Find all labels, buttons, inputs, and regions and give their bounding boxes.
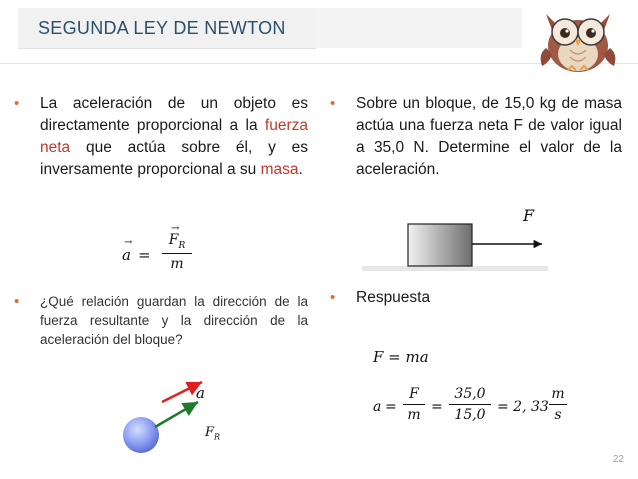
definition-paragraph bbox=[14, 93, 308, 181]
definition-text-3: . bbox=[298, 161, 303, 178]
left-column bbox=[14, 93, 308, 181]
formula-mass: m bbox=[170, 255, 184, 272]
bullet-icon: • bbox=[14, 95, 20, 112]
slide-title: SEGUNDA LEY DE NEWTON bbox=[38, 18, 286, 38]
bullet-icon: • bbox=[330, 289, 336, 306]
highlight-mass: masa bbox=[260, 161, 299, 178]
definition-text: La aceleración de un objeto es directamente proporcional a la bbox=[40, 95, 308, 134]
header-band bbox=[316, 8, 522, 48]
answer-equals: = bbox=[385, 399, 397, 415]
answer-fraction-2: 35,0 15,0 bbox=[449, 386, 491, 423]
bullet-icon: • bbox=[330, 95, 336, 112]
answer-unit: m s bbox=[549, 386, 567, 423]
answer-equation-2 bbox=[373, 382, 583, 432]
owl-mascot-icon bbox=[532, 4, 624, 74]
ball-icon bbox=[123, 417, 159, 453]
right-column bbox=[330, 93, 622, 181]
problem-text: Sobre un bloque, de 15,0 kg de masa actúa una fuerza neta F de valor igual a 35,0 N. Determine el valor de la aceleración. bbox=[356, 95, 622, 178]
question-paragraph bbox=[14, 292, 308, 349]
force-arrow bbox=[155, 402, 198, 427]
diagram-force-label: $F_R$ bbox=[205, 425, 221, 442]
answer-fraction-1: F m bbox=[403, 386, 425, 423]
block-icon bbox=[408, 224, 472, 266]
formula-equals: = bbox=[138, 246, 151, 264]
diagram-accel-label: a bbox=[196, 384, 205, 402]
formula-force: F bbox=[168, 232, 179, 248]
answer-heading bbox=[330, 287, 622, 309]
page-number: 22 bbox=[612, 454, 624, 465]
block-force-label: F bbox=[523, 206, 535, 225]
vector-arrow-icon: → bbox=[124, 237, 133, 248]
newton-formula bbox=[122, 223, 202, 280]
question-text: ¿Qué relación guardan la dirección de la fuerza resultante y la dirección de la aceleración del bloque? bbox=[40, 294, 308, 347]
answer-label: Respuesta bbox=[356, 289, 431, 306]
ball-diagram bbox=[118, 372, 238, 467]
answer-result: = 2, 33 bbox=[497, 399, 549, 415]
answer-equals-2: = bbox=[431, 399, 443, 415]
answer-lhs: a bbox=[373, 399, 382, 415]
answer-heading-block bbox=[330, 287, 622, 309]
highlight-net-force: fuerza neta bbox=[40, 117, 308, 156]
vector-arrow-icon: → bbox=[171, 223, 180, 234]
definition-text-2: que actúa sobre él, y es inversamente proporcional a su bbox=[40, 139, 308, 178]
bullet-icon: • bbox=[14, 293, 20, 310]
title-bar bbox=[18, 8, 316, 49]
formula-force-sub: R bbox=[178, 240, 186, 251]
formula-fraction bbox=[162, 223, 192, 272]
question-block bbox=[14, 292, 308, 349]
problem-paragraph bbox=[330, 93, 622, 181]
formula-accel: a bbox=[122, 246, 131, 264]
answer-equation-1: F = ma bbox=[373, 348, 429, 366]
